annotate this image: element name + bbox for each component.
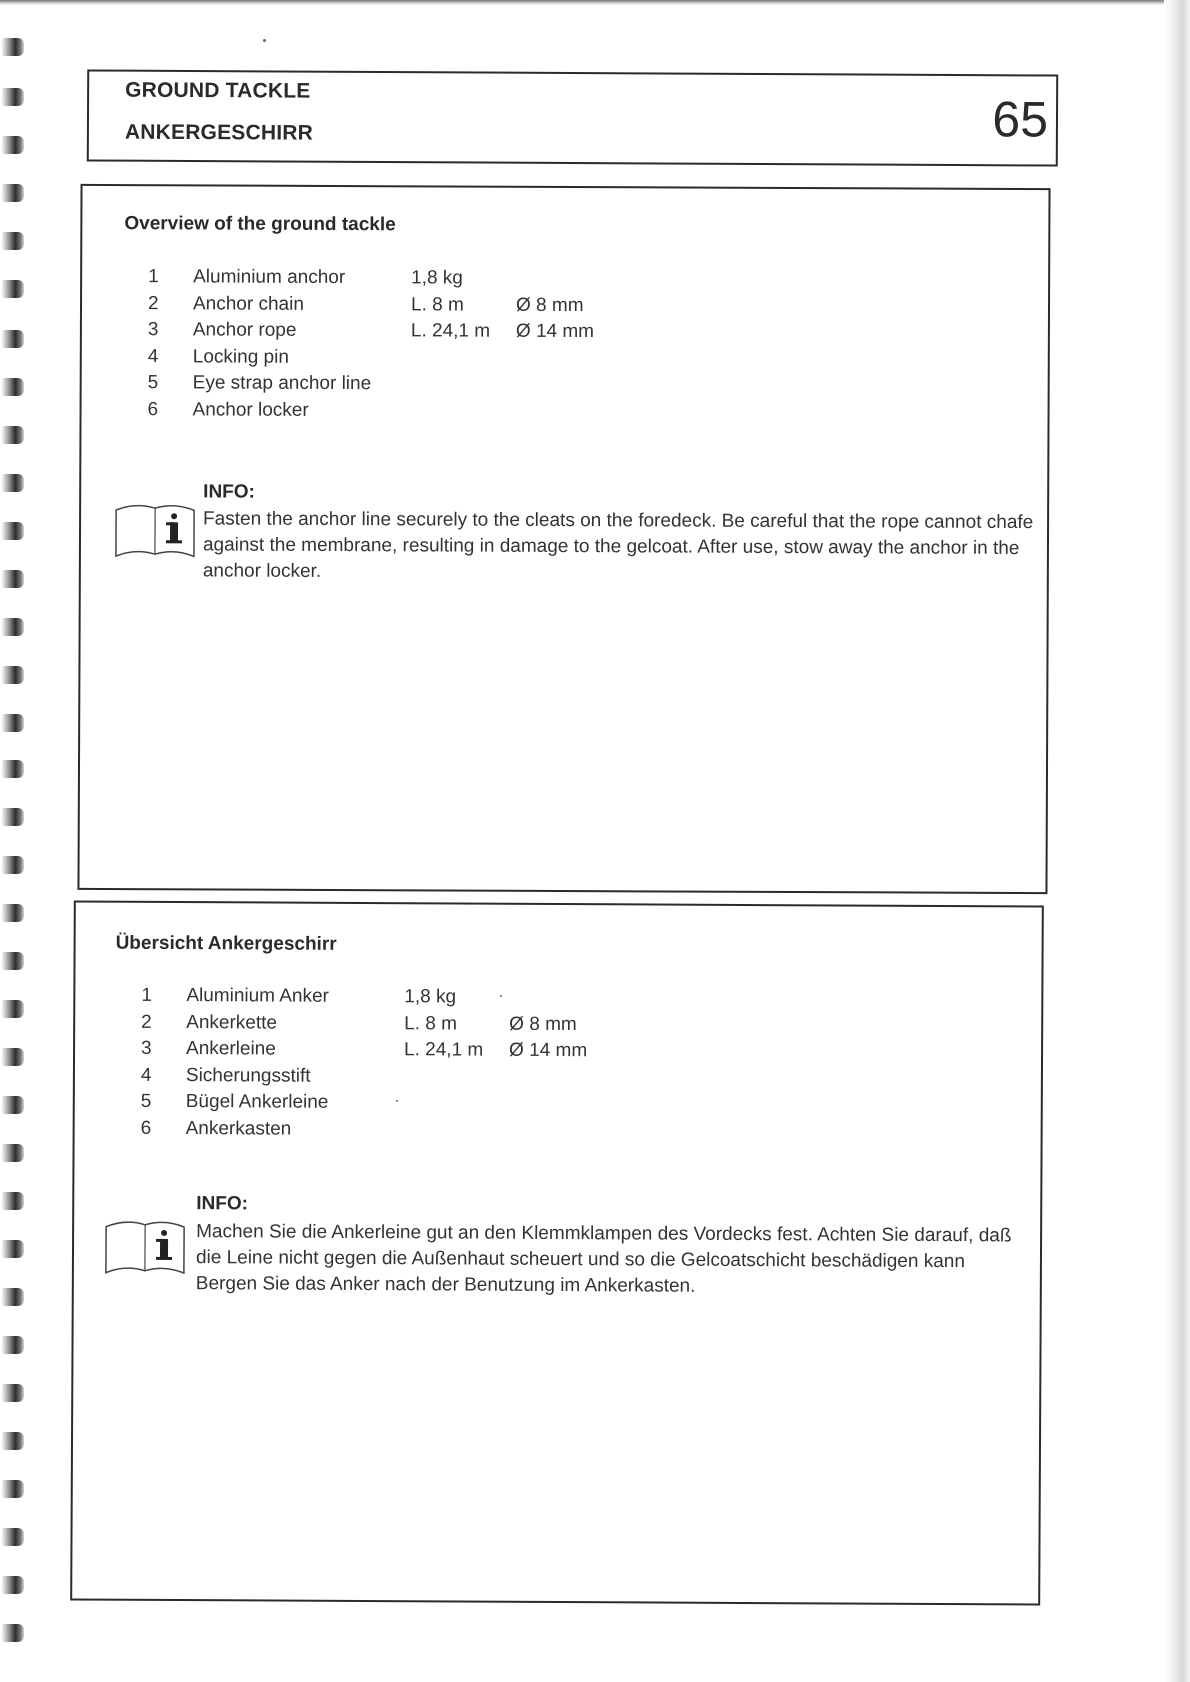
part-number: 5	[140, 1091, 152, 1113]
part-name: Locking pin	[192, 346, 289, 368]
part-number: 2	[141, 1011, 152, 1033]
header-title-en: GROUND TACKLE	[125, 78, 311, 103]
part-name: Bügel Ankerleine	[185, 1091, 329, 1114]
info-book-icon	[104, 1217, 186, 1279]
section-english	[77, 184, 1050, 894]
page-number: 65	[992, 91, 1049, 148]
part-number: 4	[147, 345, 159, 368]
info-text: Machen Sie die Ankerleine gut an den Klemmklampen des Vordecks fest. Achten Sie darauf, daß die Leine nicht gegen die Außenhaut scheuert und so die Gelcoatschicht beschädigen kann Bergen Sie das Anker nach der Benutzung im Ankerkasten.	[195, 1221, 1012, 1297]
part-name: Anchor chain	[192, 292, 304, 315]
part-name: Ankerkasten	[185, 1118, 292, 1140]
part-diameter: Ø 8 mm	[515, 294, 584, 316]
part-spec: L. 24,1 m	[410, 320, 491, 342]
section-german	[70, 900, 1044, 1605]
parts-list	[140, 984, 588, 1145]
part-number: 6	[140, 1117, 152, 1139]
info-label: INFO:	[196, 1193, 249, 1215]
part-name: Aluminium Anker	[186, 985, 329, 1007]
part-name: Eye strap anchor line	[192, 372, 372, 395]
part-diameter: Ø 14 mm	[509, 1039, 588, 1062]
info-text: Fasten the anchor line securely to the cleats on the foredeck. Be careful that the rope cannot chafe against the membrane, resulting in damage to the gelcoat. After use, stow away the anchor in the anchor locker.	[202, 508, 1034, 582]
info-label: INFO:	[203, 481, 255, 503]
parts-list	[147, 266, 595, 426]
part-number: 1	[141, 984, 152, 1006]
part-number: 6	[147, 399, 159, 421]
page-stack-edge	[1164, 0, 1190, 1682]
header-title-de: ANKERGESCHIRR	[124, 120, 314, 145]
part-name: Anchor locker	[192, 399, 309, 421]
part-spec: L. 8 m	[410, 293, 464, 316]
part-number: 3	[141, 1038, 152, 1060]
part-spec: 1,8 kg	[411, 267, 463, 289]
part-spec: L. 24,1 m	[404, 1039, 484, 1061]
part-number: 3	[147, 319, 159, 341]
part-diameter: Ø 8 mm	[509, 1013, 577, 1035]
part-name: Ankerleine	[186, 1038, 276, 1060]
part-diameter: Ø 14 mm	[515, 320, 595, 343]
page-header	[87, 69, 1058, 166]
page-top-edge	[0, 0, 1190, 5]
section-heading: Overview of the ground tackle	[124, 213, 396, 236]
part-name: Anchor rope	[192, 319, 297, 342]
section-heading: Übersicht Ankergeschirr	[115, 932, 337, 955]
part-spec: L. 8 m	[404, 1012, 458, 1035]
part-name: Ankerkette	[186, 1011, 278, 1034]
part-number: 5	[147, 372, 159, 394]
part-number: 1	[148, 266, 159, 288]
part-number: 4	[140, 1064, 152, 1086]
spiral-binding	[0, 0, 34, 1682]
info-book-icon	[114, 500, 196, 562]
part-spec: 1,8 kg	[404, 986, 457, 1008]
part-name: Aluminium anchor	[193, 266, 346, 289]
part-name: Sicherungsstift	[185, 1064, 311, 1087]
part-number: 2	[147, 292, 159, 314]
